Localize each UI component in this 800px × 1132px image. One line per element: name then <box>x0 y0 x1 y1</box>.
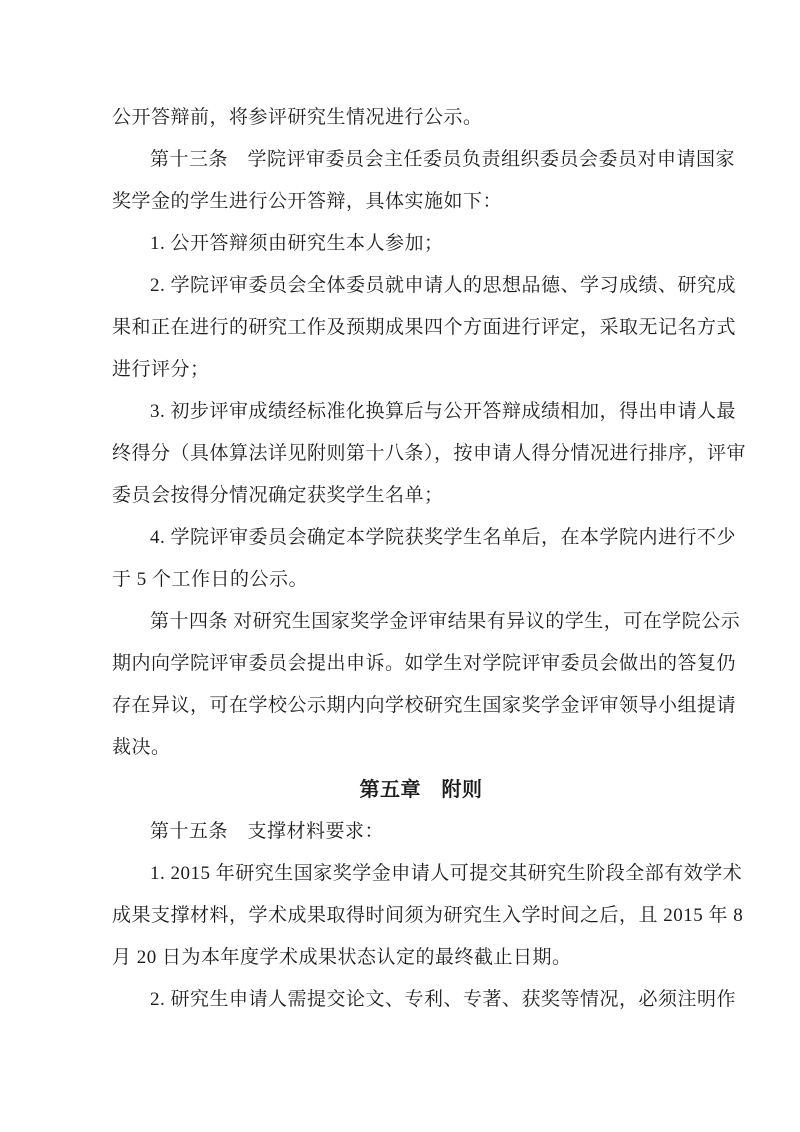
text-line: 1. 公开答辩须由研究生本人参加； <box>150 233 444 254</box>
list-item-2 <box>112 265 737 391</box>
paragraph-continuation <box>112 97 730 139</box>
text-line: 月 20 日为本年度学术成果状态认定的最终截止日期。 <box>112 947 572 968</box>
text-line: 1. 2015 年研究生国家奖学金申请人可提交其研究生阶段全部有效学术 <box>150 863 743 884</box>
text-line: 第十五条 支撑材料要求： <box>150 821 385 842</box>
document-text-block <box>112 97 747 1021</box>
text-line: 存在异议，可在学校公示期内向学校研究生国家奖学金评审领导小组提请 <box>112 695 737 716</box>
paragraph-article-14 <box>112 601 741 769</box>
text-line: 2. 学院评审委员会全体委员就申请人的思想品德、学习成绩、研究成 <box>150 275 737 296</box>
list-item-1 <box>112 223 730 265</box>
chapter-heading: 第五章 附则 <box>359 779 483 801</box>
list-item-15-1 <box>112 853 744 979</box>
paragraph-article-13 <box>112 139 736 223</box>
text-line: 奖学金的学生进行公开答辩，具体实施如下： <box>112 191 503 212</box>
text-line: 于 5 个工作日的公示。 <box>112 569 309 590</box>
text-line: 2. 研究生申请人需提交论文、专利、专著、获奖等情况，必须注明作 <box>150 989 737 1010</box>
text-line: 果和正在进行的研究工作及预期成果四个方面进行评定，采取无记名方式 <box>112 317 737 338</box>
text-line: 第十四条 对研究生国家奖学金评审结果有异议的学生，可在学院公示 <box>150 611 741 632</box>
list-item-4 <box>112 517 737 601</box>
text-line: 进行评分； <box>112 359 210 380</box>
text-line: 终得分（具体算法详见附则第十八条），按申请人得分情况进行排序，评审 <box>112 443 747 464</box>
paragraph-article-15 <box>112 811 730 853</box>
text-line: 委员会按得分情况确定获奖学生名单； <box>112 485 444 506</box>
text-line: 期内向学院评审委员会提出申诉。如学生对学院评审委员会做出的答复仍 <box>112 653 737 674</box>
text-line: 第十三条 学院评审委员会主任委员负责组织委员会委员对申请国家 <box>150 149 736 170</box>
text-line: 4. 学院评审委员会确定本学院获奖学生名单后，在本学院内进行不少 <box>150 527 737 548</box>
list-item-3 <box>112 391 747 517</box>
text-line: 裁决。 <box>112 737 171 758</box>
text-line: 3. 初步评审成绩经标准化换算后与公开答辩成绩相加，得出申请人最 <box>150 401 737 422</box>
list-item-15-2 <box>112 979 737 1021</box>
text-line: 公开答辩前，将参评研究生情况进行公示。 <box>112 107 483 128</box>
text-line: 成果支撑材料，学术成果取得时间须为研究生入学时间之后，且 2015 年 8 <box>112 905 744 926</box>
